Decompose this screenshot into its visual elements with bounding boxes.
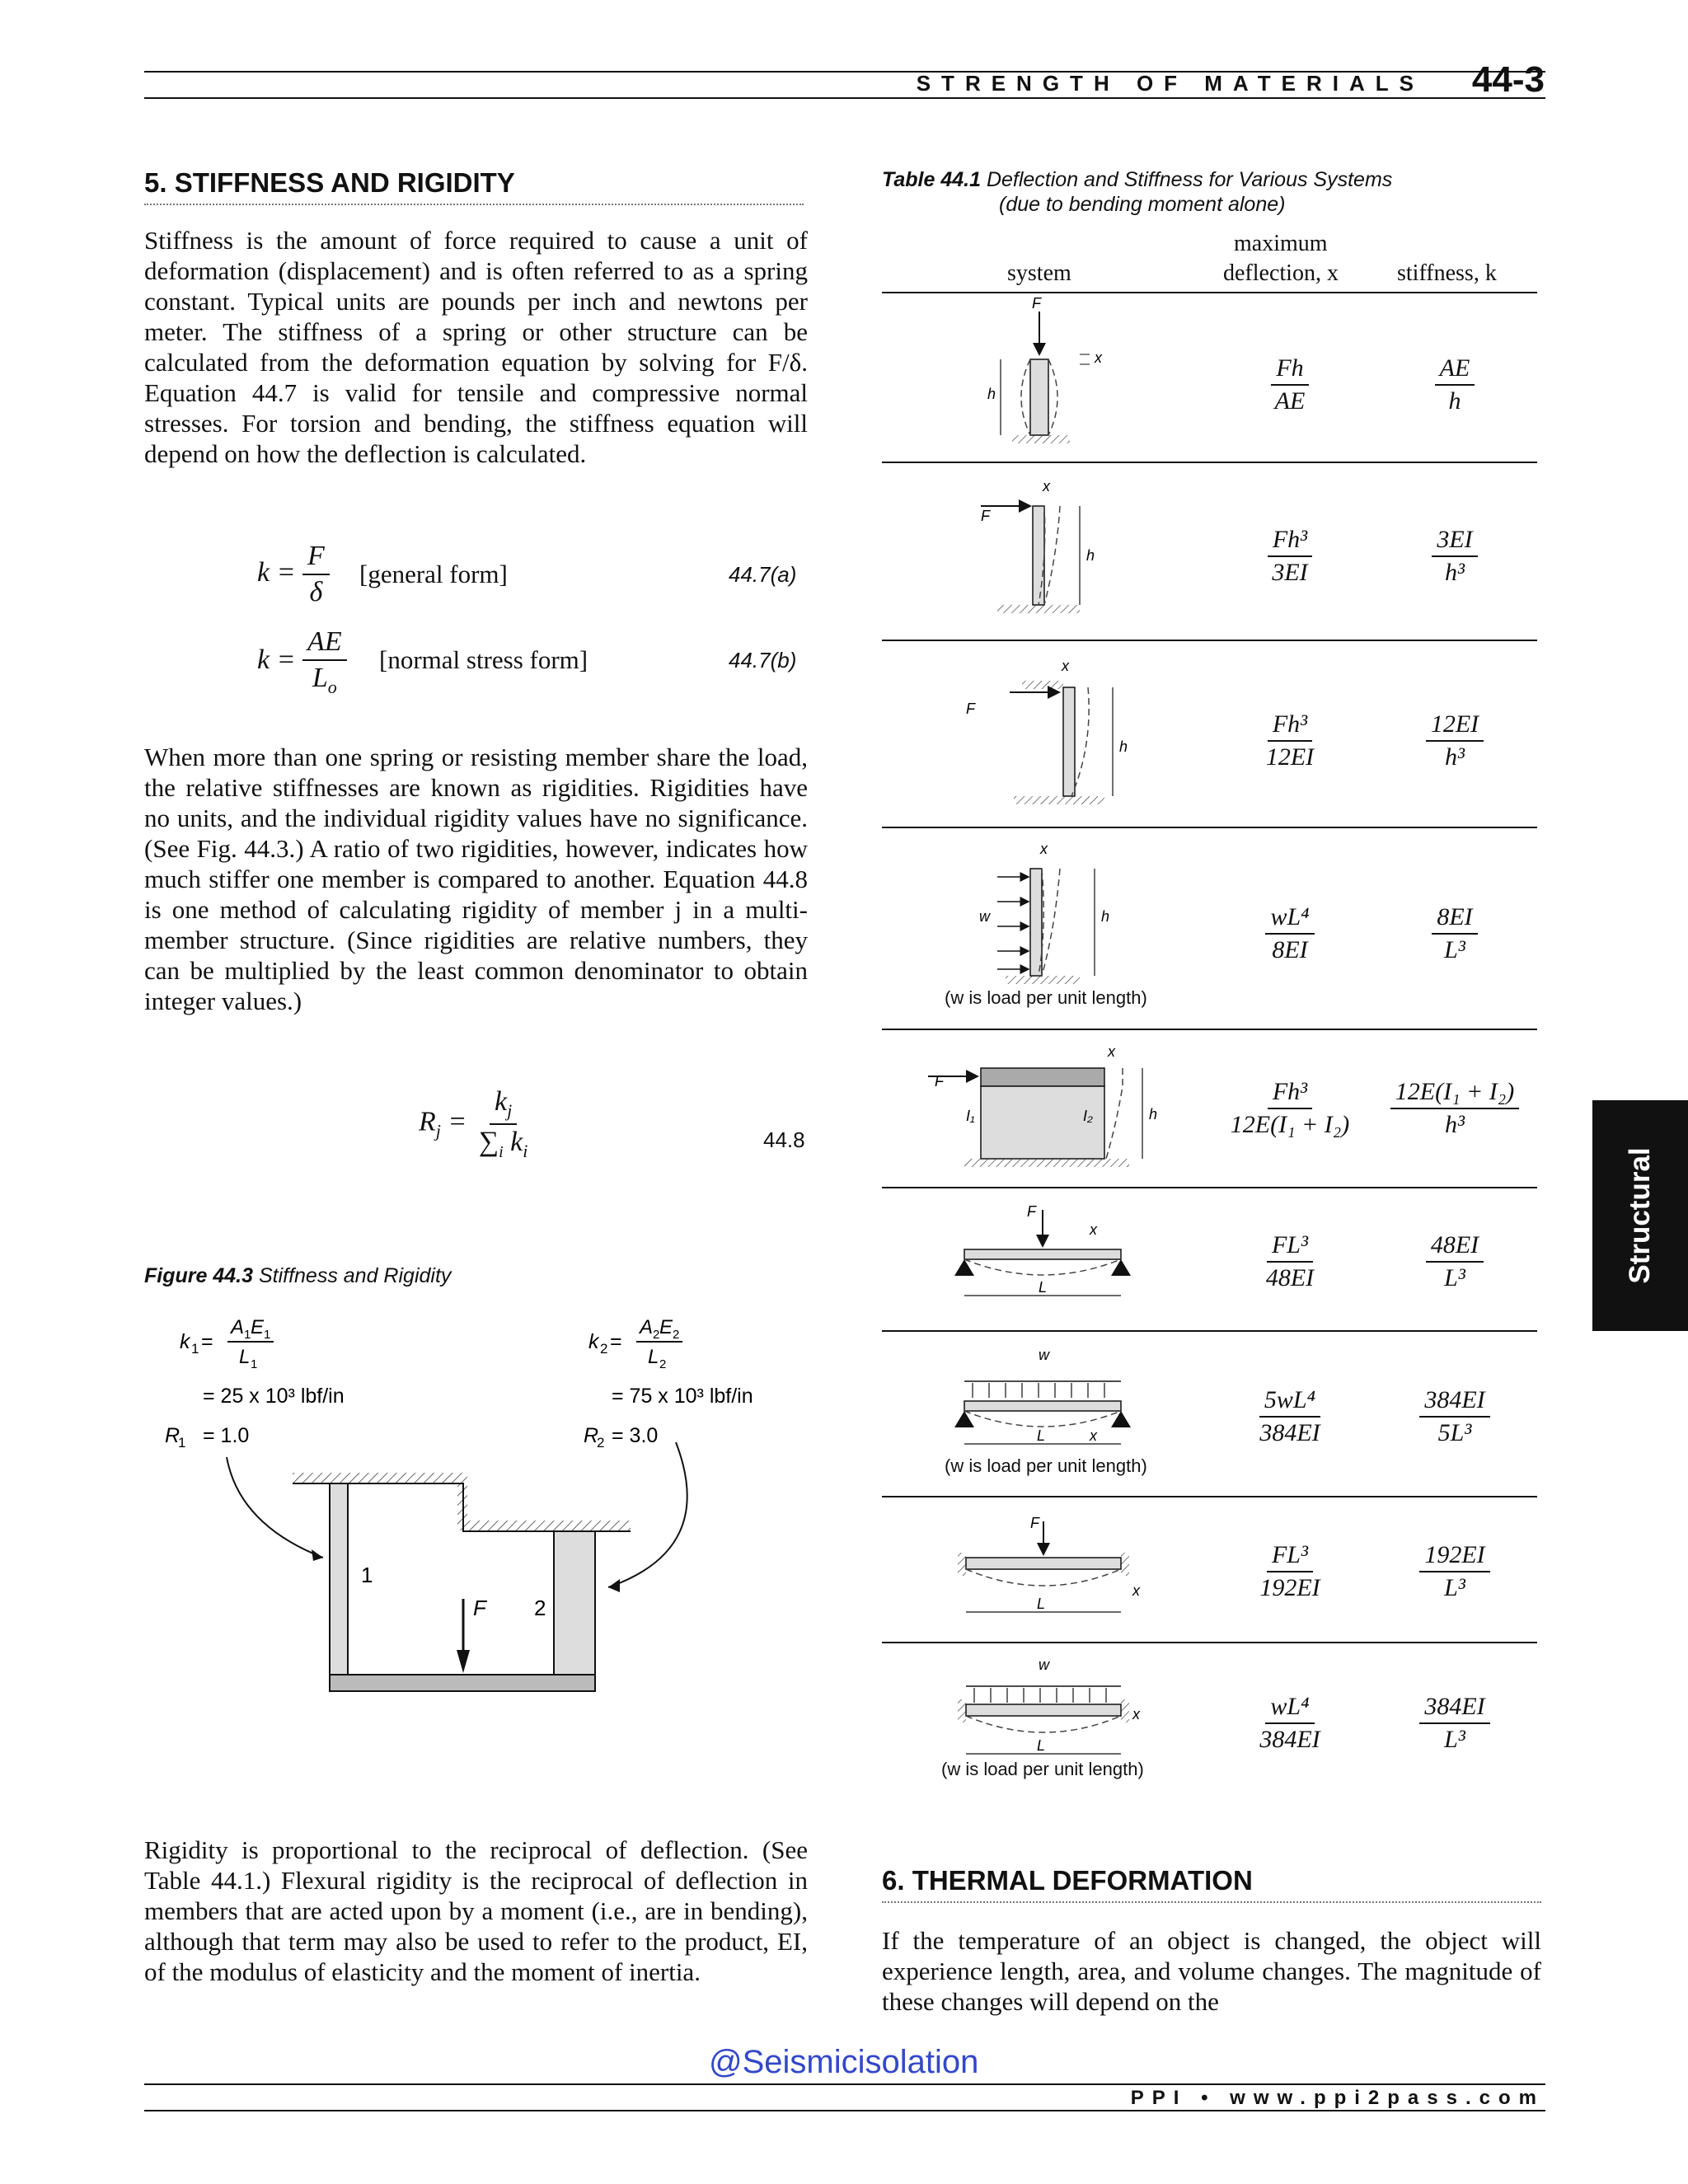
col-header-stiffness: stiffness, k <box>1397 260 1497 286</box>
svg-text:F: F <box>1027 1203 1036 1220</box>
equation-44-8-label: 44.8 <box>763 1127 805 1152</box>
page-number: 44-3 <box>1471 59 1545 100</box>
svg-text:x: x <box>1090 1427 1097 1444</box>
deflection-cell: $\frac{\text{wL⁴}}{8EI}$ <box>1195 903 1385 964</box>
equation-44-7a: k = $\frac{F}{\delta}$ <box>257 541 330 608</box>
svg-text:x: x <box>1090 1221 1097 1238</box>
w-note-row9: (w is load per unit length) <box>941 1759 1144 1779</box>
figure-44-3 <box>148 1310 832 1706</box>
table-caption <box>882 167 1392 217</box>
stiffness-cell: $\frac{48EI}{\text{L³}}$ <box>1393 1231 1517 1292</box>
svg-text:x: x <box>1043 478 1050 494</box>
figure-caption <box>144 1264 451 1288</box>
svg-text:F: F <box>935 1073 944 1090</box>
svg-text:h: h <box>1101 908 1110 925</box>
svg-text:k: k <box>180 1330 190 1353</box>
table-title-line1: Deflection and Stiffness for Various Systems <box>986 168 1393 191</box>
deflection-cell: $\frac{\text{FL³}}{192EI}$ <box>1259 1541 1320 1601</box>
r1-value: = 1.0 <box>203 1424 250 1447</box>
stiffness-cell: $\frac{384EI}{\text{L³}}$ <box>1393 1693 1517 1754</box>
svg-text:L: L <box>1037 1427 1046 1444</box>
table-title-line2: (due to bending moment alone) <box>999 193 1286 216</box>
deflection-cell: $\frac{\text{Fh³}}{\text{12E(I₁ + I₂)}}$ <box>1230 1078 1350 1138</box>
svg-text:=: = <box>201 1330 213 1353</box>
svg-text:A: A <box>640 1316 654 1338</box>
deflection-cell: $\frac{\text{wL⁴}}{384EI}$ <box>1259 1693 1320 1753</box>
svg-text:x: x <box>1040 841 1048 857</box>
paragraph-thermal: If the temperature of an object is changed, the object will experience length, area, and volume changes. The magnitude of these changes will depend on the <box>882 1926 1541 2016</box>
stiffness-cell: $\frac{12EI}{\text{h³}}$ <box>1393 710 1517 771</box>
svg-text:w: w <box>979 908 990 925</box>
stiffness-cell: $\frac{192EI}{\text{L³}}$ <box>1393 1541 1517 1602</box>
deflection-cell: $\frac{\text{FL³}}{48EI}$ <box>1265 1231 1315 1291</box>
svg-text:1: 1 <box>251 1357 258 1371</box>
svg-text:E: E <box>659 1316 673 1338</box>
equation-44-7b-desc: [normal stress form] <box>379 645 588 674</box>
stiffness-cell: $\frac{\text{12E(I₁ + I₂)}}{\text{h³}}$ <box>1376 1078 1533 1139</box>
svg-text:A: A <box>231 1316 245 1338</box>
figure-label: Figure 44.3 <box>144 1264 253 1287</box>
col-header-deflection-top: maximum <box>1234 231 1328 256</box>
equation-44-7b-label: 44.7(b) <box>729 648 797 673</box>
equation-44-7b: k = $\frac{AE}{L_o}$ <box>257 626 347 698</box>
svg-text:h: h <box>1149 1106 1158 1122</box>
svg-text:R: R <box>165 1424 181 1447</box>
svg-text:h: h <box>1119 738 1128 755</box>
svg-text:I₁: I₁ <box>966 1108 975 1124</box>
section-6-title: 6. THERMAL DEFORMATION <box>882 1865 1541 1903</box>
footer-url[interactable]: PPI • www.ppi2pass.com <box>1130 2087 1545 2109</box>
footer-rule-top <box>144 2083 1545 2085</box>
deflection-cell: $\frac{\text{Fh³}}{12EI}$ <box>1265 710 1315 771</box>
stiffness-cell: $\frac{3EI}{\text{h³}}$ <box>1393 526 1517 587</box>
svg-text:x: x <box>1108 1043 1115 1060</box>
col-header-deflection: deflection, x <box>1223 260 1339 286</box>
svg-text:h: h <box>1086 547 1095 564</box>
table-label: Table 44.1 <box>882 168 981 191</box>
member-1-label: 1 <box>361 1563 373 1587</box>
paragraph-rigidities: When more than one spring or resisting member share the load, the relative stiffnesses are known as rigidities. Rigidities have no units, and the individual rigidity values have no significance. (See Fig. 44.3.) A ratio of two rigidities, however, indicates how much stiffer one member is compared to another. Equation 44.8 is one method of calculating rigidity of member j in a multi-member structure. (Since rigidities are relative numbers, they can be multiplied by the least common denominator to obtain integer values.) <box>144 743 808 1015</box>
svg-text:1: 1 <box>191 1341 199 1357</box>
svg-text:x: x <box>1062 658 1069 674</box>
svg-text:I₂: I₂ <box>1083 1108 1093 1124</box>
svg-text:R: R <box>584 1424 599 1447</box>
running-title: STRENGTH OF MATERIALS <box>916 71 1424 96</box>
svg-text:1: 1 <box>244 1328 251 1342</box>
svg-text:F: F <box>966 701 975 717</box>
paragraph-stiffness: Stiffness is the amount of force required to cause a unit of deformation (displacement) and is often referred to as a spring constant. Typical units are pounds per inch and newtons per meter. The stiffness of a spring or other structure can be calculated from the deformation equation by solving for F/δ. Equation 44.7 is valid for tensile and compressive normal stresses. For torsion and bending, the stiffness equation will depend on how the deflection is calculated. <box>144 226 808 468</box>
side-tab-structural[interactable]: Structural <box>1592 1100 1688 1331</box>
force-label: F <box>473 1596 486 1620</box>
svg-text:1: 1 <box>178 1435 186 1451</box>
w-note-row7: (w is load per unit length) <box>945 1455 1147 1476</box>
k2-value: = 75 x 10³ lbf/in <box>612 1385 753 1408</box>
svg-text:x: x <box>1132 1582 1140 1599</box>
header-rule-bottom <box>144 97 1545 99</box>
deflection-cell: $\frac{Fh}{AE}$ <box>1195 354 1385 415</box>
svg-text:L: L <box>1039 1279 1048 1296</box>
footer-rule-bottom <box>144 2110 1545 2111</box>
stiffness-cell: $\frac{384EI}{\text{5L³}}$ <box>1393 1386 1517 1447</box>
svg-text:E: E <box>251 1316 265 1338</box>
col-header-system: system <box>1007 260 1071 286</box>
svg-text:2: 2 <box>653 1328 660 1342</box>
svg-text:k: k <box>588 1330 599 1353</box>
figure-title: Stiffness and Rigidity <box>258 1264 452 1287</box>
member-2-label: 2 <box>534 1596 546 1620</box>
svg-text:2: 2 <box>597 1435 605 1451</box>
svg-text:F: F <box>1030 1515 1039 1531</box>
stiffness-cell: $\frac{AE}{h}$ <box>1393 354 1517 415</box>
svg-text:w: w <box>1039 1347 1049 1363</box>
svg-text:x: x <box>1132 1706 1140 1722</box>
equation-44-7a-label: 44.7(a) <box>729 562 797 587</box>
svg-text:w: w <box>1039 1657 1049 1673</box>
section-5-title: 5. STIFFNESS AND RIGIDITY <box>144 167 804 205</box>
svg-text:F: F <box>1032 295 1041 312</box>
svg-text:2: 2 <box>673 1328 680 1342</box>
svg-text:2: 2 <box>600 1341 608 1357</box>
paragraph-flexural-rigidity: Rigidity is proportional to the reciprocal of deflection. (See Table 44.1.) Flexural rigidity is the reciprocal of deflection in members that are acted upon by a moment (i.e., are in bending), although that term may also be used to refer to the product, EI, of the modulus of elasticity and the moment of inertia. <box>144 1835 808 1986</box>
svg-text:L: L <box>1037 1596 1046 1612</box>
svg-text:x: x <box>1095 349 1102 366</box>
svg-text:1: 1 <box>264 1328 271 1342</box>
svg-text:L: L <box>1037 1737 1046 1754</box>
watermark: @Seismicisolation <box>709 2044 979 2080</box>
svg-text:L: L <box>648 1346 659 1368</box>
equation-44-7a-desc: [general form] <box>359 560 508 588</box>
deflection-cell: $\frac{\text{Fh³}}{3EI}$ <box>1195 526 1385 587</box>
r2-value: = 3.0 <box>612 1424 659 1447</box>
svg-text:L: L <box>239 1346 251 1368</box>
k1-value: = 25 x 10³ lbf/in <box>203 1385 345 1408</box>
deflection-cell: $\frac{\text{5wL⁴}}{384EI}$ <box>1259 1386 1320 1446</box>
svg-text:F: F <box>981 508 990 524</box>
equation-44-8: $R_j$ = $\frac{k_j}{\sum_i k_i}$ <box>419 1086 528 1161</box>
w-note-row4: (w is load per unit length) <box>945 987 1147 1008</box>
svg-text:2: 2 <box>659 1357 667 1371</box>
svg-text:=: = <box>610 1330 622 1353</box>
svg-text:h: h <box>987 386 996 402</box>
table-system-diagrams <box>915 293 1195 1802</box>
stiffness-cell: $\frac{8EI}{\text{L³}}$ <box>1393 903 1517 964</box>
